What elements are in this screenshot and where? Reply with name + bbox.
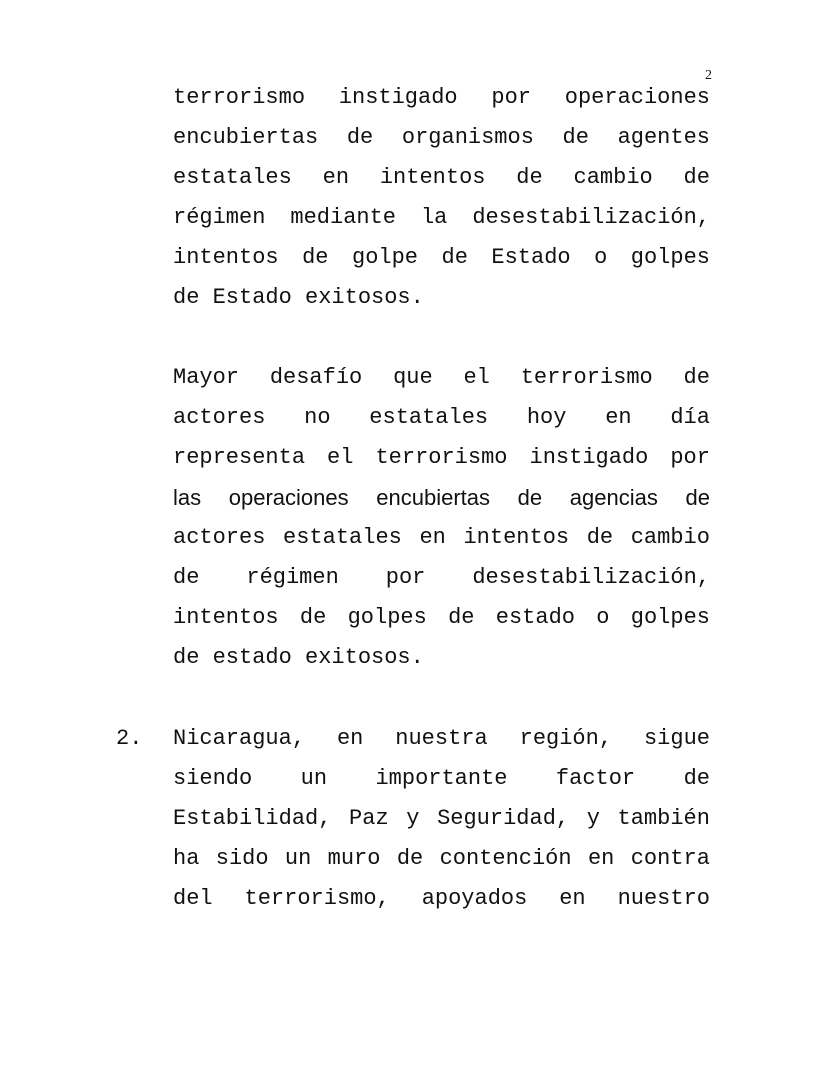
text-line: estatales en intentos de cambio de [173, 165, 710, 190]
text-line: terrorismo instigado por operaciones [173, 85, 710, 110]
text-line: encubiertas de organismos de agentes [173, 125, 710, 150]
text-line: régimen mediante la desestabilización, [173, 205, 710, 230]
text-line: de estado exitosos. [173, 645, 424, 670]
text-line: de Estado exitosos. [173, 285, 424, 310]
text-line: de régimen por desestabilización, [173, 565, 710, 590]
text-line: actores estatales en intentos de cambio [173, 525, 710, 550]
text-line: Mayor desafío que el terrorismo de [173, 365, 710, 390]
text-line: Nicaragua, en nuestra región, sigue [173, 726, 710, 751]
text-line: ha sido un muro de contención en contra [173, 846, 710, 871]
text-line: representa el terrorismo instigado por [173, 445, 710, 470]
text-line: Estabilidad, Paz y Seguridad, y también [173, 806, 710, 831]
text-line: actores no estatales hoy en día [173, 405, 710, 430]
text-line: siendo un importante factor de [173, 766, 710, 791]
text-line: intentos de golpe de Estado o golpes [173, 245, 710, 270]
text-line: intentos de golpes de estado o golpes [173, 605, 710, 630]
text-line: del terrorismo, apoyados en nuestro [173, 886, 710, 911]
page-number: 2 [705, 68, 712, 83]
list-number: 2. [116, 726, 143, 751]
text-line: las operaciones encubiertas de agencias de [173, 485, 710, 510]
